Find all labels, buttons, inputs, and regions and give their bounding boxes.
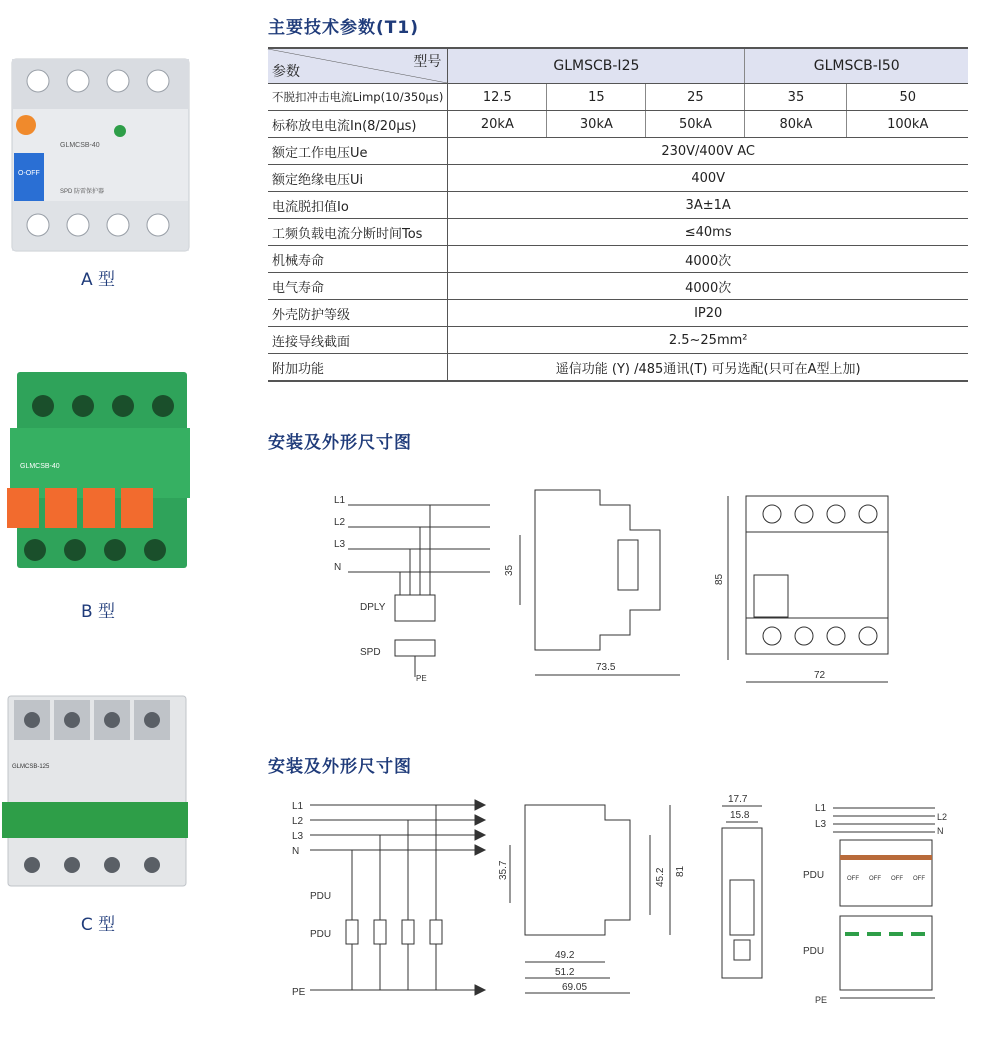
- row-value: 50: [847, 84, 968, 111]
- install-title-2: 安装及外形尺寸图: [268, 757, 412, 777]
- table-row: [268, 300, 968, 327]
- pdu-label: PDU: [803, 946, 825, 957]
- line-label: L2: [292, 816, 304, 827]
- product-c-label: C 型: [80, 915, 116, 935]
- dim-label: 72: [814, 670, 826, 681]
- pe-label: PE: [416, 674, 427, 683]
- table-row: [268, 327, 968, 354]
- row-name: 外壳防护等级: [268, 300, 448, 327]
- dim-label: 81: [675, 865, 686, 877]
- row-name: 机械寿命: [268, 246, 448, 273]
- row-value: 400V: [448, 165, 968, 192]
- table-corner-cell: [268, 48, 448, 84]
- product-b-image: [5, 368, 195, 573]
- row-name: 电气寿命: [268, 273, 448, 300]
- table-row: [268, 138, 968, 165]
- pe-label: PE: [292, 987, 306, 998]
- table-row: [268, 273, 968, 300]
- table-row: [268, 354, 968, 382]
- row-value: 4000次: [448, 273, 968, 300]
- side-view-1: [500, 480, 690, 690]
- dim-label: 17.7: [728, 794, 748, 805]
- line-label: L2: [937, 812, 948, 822]
- line-label: L1: [292, 801, 304, 812]
- line-label: L3: [334, 539, 346, 550]
- line-label: N: [292, 846, 300, 857]
- table-row: [268, 246, 968, 273]
- pe-label: PE: [815, 995, 828, 1005]
- product-a-footer-text: SPD 防雷保护器: [60, 189, 105, 195]
- table-row: [268, 165, 968, 192]
- corner-top-label: 型号: [413, 54, 442, 70]
- params-title: 主要技术参数(T1): [268, 18, 419, 38]
- row-name: 电流脱扣值Io: [268, 192, 448, 219]
- product-a-image: [8, 55, 193, 255]
- model-header-1: GLMSCB-I25: [448, 48, 745, 84]
- row-value: 230V/400V AC: [448, 138, 968, 165]
- row-value: 4000次: [448, 246, 968, 273]
- line-label: N: [334, 562, 342, 573]
- line-label: N: [937, 826, 944, 836]
- table-row: [268, 111, 968, 138]
- dim-label: 73.5: [596, 662, 616, 673]
- row-name: 连接导线截面: [268, 327, 448, 354]
- dim-label: 51.2: [555, 967, 575, 978]
- line-label: L1: [334, 495, 346, 506]
- off-label: OFF: [869, 876, 881, 882]
- table-row: [268, 192, 968, 219]
- row-value: 50kA: [646, 111, 745, 138]
- row-name: 额定工作电压Ue: [268, 138, 448, 165]
- product-c-image: [2, 690, 192, 890]
- model-header-2: GLMSCB-I50: [745, 48, 968, 84]
- off-label: OFF: [913, 876, 925, 882]
- pdu-label: PDU: [310, 891, 332, 902]
- row-name: 标称放电电流In(8/20μs): [268, 111, 448, 138]
- row-value: 3A±1A: [448, 192, 968, 219]
- product-b-model-text: GLMCSB-40: [20, 463, 60, 470]
- side-view-2: [500, 795, 690, 1000]
- row-value: 25: [646, 84, 745, 111]
- table-header-row: [268, 48, 968, 84]
- front-view-2: [712, 790, 772, 985]
- row-name: 额定绝缘电压Ui: [268, 165, 448, 192]
- product-c-model-text: GLMCSB-125: [12, 764, 50, 770]
- row-value: 2.5~25mm²: [448, 327, 968, 354]
- pdu-module-diagram: [795, 800, 970, 1010]
- line-label: L3: [292, 831, 304, 842]
- row-value: 35: [745, 84, 847, 111]
- row-value: ≤40ms: [448, 219, 968, 246]
- product-a-label: A 型: [80, 270, 116, 290]
- dim-label: 85: [714, 573, 725, 585]
- row-value: 30kA: [547, 111, 646, 138]
- front-view-1: [710, 490, 900, 690]
- table-row: [268, 84, 968, 111]
- off-label: OFF: [847, 876, 859, 882]
- row-value: 遥信功能 (Y) /485通讯(T) 可另选配(只可在A型上加): [448, 354, 968, 382]
- row-name: 工频负载电流分断时间Tos: [268, 219, 448, 246]
- dim-label: 49.2: [555, 950, 575, 961]
- row-value: IP20: [448, 300, 968, 327]
- row-value: 15: [547, 84, 646, 111]
- wiring-diagram-2: [290, 795, 490, 1010]
- dim-label: 69.05: [562, 982, 588, 993]
- pdu-label: PDU: [310, 929, 332, 940]
- row-value: 12.5: [448, 84, 547, 111]
- line-label: L3: [815, 819, 827, 830]
- wiring-diagram-1: [330, 485, 500, 695]
- row-name: 不脱扣冲击电流Limp(10/350μs): [268, 84, 448, 111]
- row-value: 100kA: [847, 111, 968, 138]
- install-title-1: 安装及外形尺寸图: [268, 433, 412, 453]
- spd-label: SPD: [360, 647, 381, 658]
- line-label: L1: [815, 803, 827, 814]
- dim-label: 35.7: [498, 860, 509, 880]
- row-value: 80kA: [745, 111, 847, 138]
- dply-label: DPLY: [360, 602, 386, 613]
- dim-label: 35: [504, 564, 515, 576]
- corner-bottom-label: 参数: [272, 64, 300, 80]
- dim-label: 15.8: [730, 810, 750, 821]
- product-b-label: B 型: [80, 602, 116, 622]
- params-table: [268, 47, 968, 382]
- dim-label: 45.2: [655, 867, 666, 887]
- line-label: L2: [334, 517, 346, 528]
- row-value: 20kA: [448, 111, 547, 138]
- product-a-model-text: GLMCSB-40: [60, 142, 100, 149]
- row-name: 附加功能: [268, 354, 448, 382]
- pdu-label: PDU: [803, 870, 825, 881]
- table-row: [268, 219, 968, 246]
- product-a-switch-text: O-OFF: [18, 170, 40, 177]
- off-label: OFF: [891, 876, 903, 882]
